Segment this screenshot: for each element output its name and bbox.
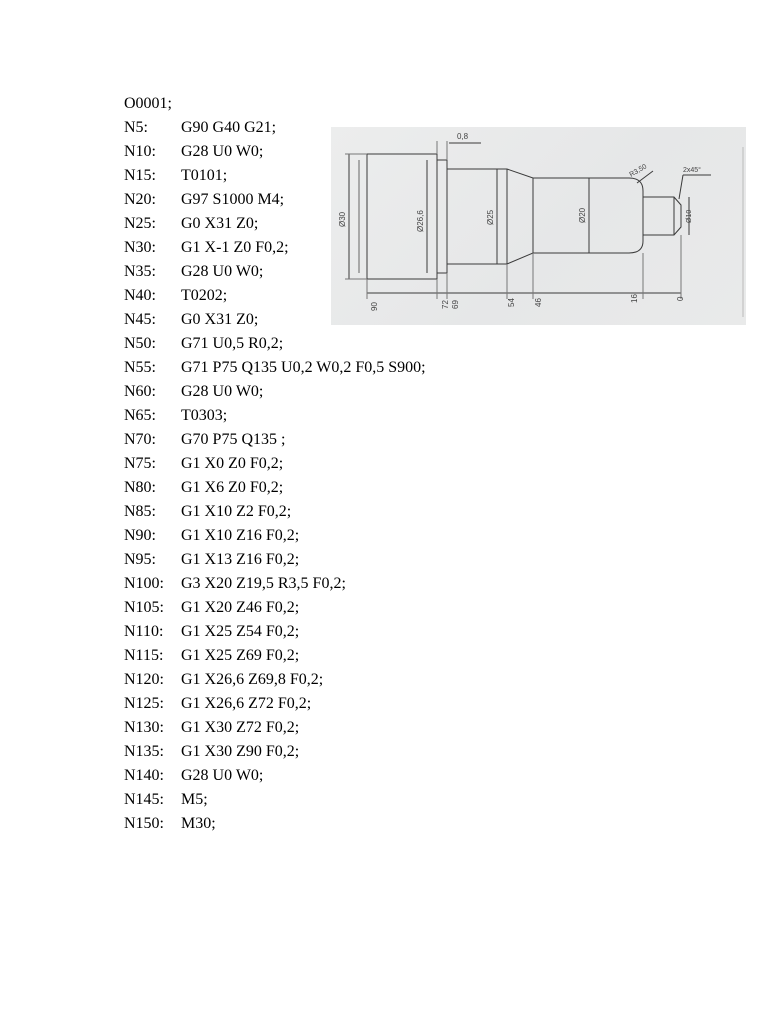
block-code: T0303; xyxy=(181,407,228,424)
block-number: N85: xyxy=(124,503,156,520)
block-code: G1 X10 Z16 F0,2; xyxy=(181,527,300,544)
label-chamfer: 2x45° xyxy=(683,167,701,174)
program-line xyxy=(124,572,426,596)
block-number: N5: xyxy=(124,119,148,136)
label-dia-25: Ø25 xyxy=(486,209,495,225)
block-number: N140: xyxy=(124,767,164,784)
label-z-54: 54 xyxy=(507,298,516,307)
block-code: G1 X20 Z46 F0,2; xyxy=(181,599,300,616)
block-code: G90 G40 G21; xyxy=(181,119,277,136)
program-line xyxy=(124,428,426,452)
block-code: G1 X-1 Z0 F0,2; xyxy=(181,239,289,256)
program-line xyxy=(124,716,426,740)
part-drawing-photo xyxy=(331,127,746,325)
block-code: G28 U0 W0; xyxy=(181,263,264,280)
block-number: N55: xyxy=(124,359,156,376)
program-line xyxy=(124,548,426,572)
program-line xyxy=(124,524,426,548)
block-number: N65: xyxy=(124,407,156,424)
block-code: G0 X31 Z0; xyxy=(181,215,259,232)
block-code: T0202; xyxy=(181,287,228,304)
block-code: G71 U0,5 R0,2; xyxy=(181,335,284,352)
block-code: G1 X26,6 Z72 F0,2; xyxy=(181,695,312,712)
block-number: N105: xyxy=(124,599,164,616)
block-code: G1 X30 Z72 F0,2; xyxy=(181,719,300,736)
block-code: T0101; xyxy=(181,167,228,184)
program-line xyxy=(124,620,426,644)
block-number: N45: xyxy=(124,311,156,328)
block-code: G1 X30 Z90 F0,2; xyxy=(181,743,300,760)
block-code: G1 X10 Z2 F0,2; xyxy=(181,503,292,520)
block-number: N115: xyxy=(124,647,164,664)
label-dia-26-6: Ø26,6 xyxy=(416,210,425,232)
program-line xyxy=(124,668,426,692)
block-number: N145: xyxy=(124,791,164,808)
block-number: N95: xyxy=(124,551,156,568)
block-number: N75: xyxy=(124,455,156,472)
program-line xyxy=(124,332,426,356)
block-code: G28 U0 W0; xyxy=(181,143,264,160)
block-code: G1 X6 Z0 F0,2; xyxy=(181,479,284,496)
block-number: N150: xyxy=(124,815,164,832)
block-code: G3 X20 Z19,5 R3,5 F0,2; xyxy=(181,575,346,592)
block-code: G70 P75 Q135 ; xyxy=(181,431,286,448)
program-line xyxy=(124,740,426,764)
program-line xyxy=(124,692,426,716)
block-code: G28 U0 W0; xyxy=(181,767,264,784)
block-code: G1 X13 Z16 F0,2; xyxy=(181,551,300,568)
block-number: N130: xyxy=(124,719,164,736)
block-code: M30; xyxy=(181,815,216,832)
block-number: N100: xyxy=(124,575,164,592)
block-code: G1 X0 Z0 F0,2; xyxy=(181,455,284,472)
program-line xyxy=(124,764,426,788)
label-dia-30: Ø30 xyxy=(338,211,347,227)
program-header: O0001; xyxy=(124,95,172,112)
block-code: G0 X31 Z0; xyxy=(181,311,259,328)
block-code: G97 S1000 M4; xyxy=(181,191,285,208)
block-number: N50: xyxy=(124,335,156,352)
block-number: N80: xyxy=(124,479,156,496)
block-number: N90: xyxy=(124,527,156,544)
program-line xyxy=(124,500,426,524)
block-number: N125: xyxy=(124,695,164,712)
label-z-90: 90 xyxy=(370,302,379,311)
program-line xyxy=(124,596,426,620)
label-z-72: 72 xyxy=(441,300,450,309)
label-radius: R3,50 xyxy=(628,163,649,179)
label-dia-20: Ø20 xyxy=(578,207,587,223)
block-number: N60: xyxy=(124,383,156,400)
block-number: N25: xyxy=(124,215,156,232)
label-dia-10: Ø10 xyxy=(686,209,693,223)
label-z-0: 0 xyxy=(676,296,685,301)
block-number: N10: xyxy=(124,143,156,160)
block-number: N20: xyxy=(124,191,156,208)
block-number: N15: xyxy=(124,167,156,184)
label-z-16: 16 xyxy=(630,294,639,303)
block-code: G28 U0 W0; xyxy=(181,383,264,400)
block-code: G1 X25 Z69 F0,2; xyxy=(181,647,300,664)
block-number: N40: xyxy=(124,287,156,304)
block-number: N30: xyxy=(124,239,156,256)
label-z-46: 46 xyxy=(534,298,543,307)
block-code: G71 P75 Q135 U0,2 W0,2 F0,5 S900; xyxy=(181,359,426,376)
block-code: G1 X26,6 Z69,8 F0,2; xyxy=(181,671,324,688)
block-code: M5; xyxy=(181,791,208,808)
program-line xyxy=(124,380,426,404)
program-line xyxy=(124,356,426,380)
program-line xyxy=(124,644,426,668)
block-number: N120: xyxy=(124,671,164,688)
program-line xyxy=(124,788,426,812)
program-line xyxy=(124,452,426,476)
part-drawing xyxy=(331,127,746,325)
program-line xyxy=(124,812,426,836)
block-code: G1 X25 Z54 F0,2; xyxy=(181,623,300,640)
label-z-69: 69 xyxy=(451,300,460,309)
block-number: N135: xyxy=(124,743,164,760)
block-number: N70: xyxy=(124,431,156,448)
block-number: N110: xyxy=(124,623,164,640)
program-line xyxy=(124,404,426,428)
program-line xyxy=(124,476,426,500)
block-number: N35: xyxy=(124,263,156,280)
label-step-0-8: 0,8 xyxy=(457,132,469,141)
